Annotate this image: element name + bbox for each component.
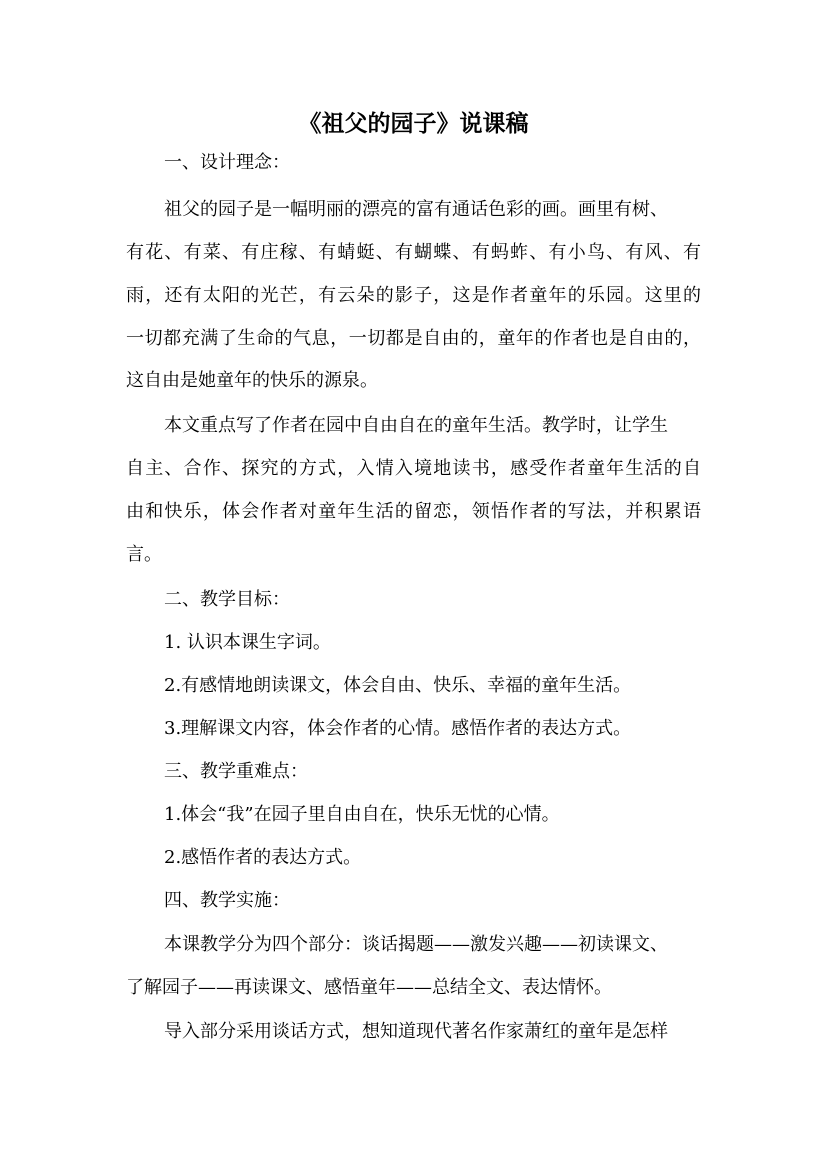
list-item: 1.体会“我”在园子里自由自在，快乐无忧的心情。 xyxy=(164,804,560,825)
section-heading-implementation: 四、教学实施： xyxy=(164,890,290,911)
paragraph-line: 由和快乐，体会作者对童年生活的留恋，领悟作者的写法，并积累语 xyxy=(126,501,701,522)
paragraph-line: 自主、合作、探究的方式，入情入境地读书，感受作者童年生活的自 xyxy=(126,458,701,479)
paragraph-line: 这自由是她童年的快乐的源泉。 xyxy=(126,370,378,391)
section-heading-teaching-goals: 二、教学目标： xyxy=(164,589,290,610)
paragraph-line: 本文重点写了作者在园中自由自在的童年生活。教学时，让学生 xyxy=(164,415,668,436)
paragraph-line: 有花、有菜、有庄稼、有蜻蜓、有蝴蝶、有蚂蚱、有小鸟、有风、有 xyxy=(126,242,701,263)
list-item: 1. 认识本课生字词。 xyxy=(164,632,331,653)
list-item: 3.理解课文内容，体会作者的心情。感悟作者的表达方式。 xyxy=(164,718,632,739)
list-item: 2.有感情地朗读课文，体会自由、快乐、幸福的童年生活。 xyxy=(164,675,632,696)
paragraph-line: 雨，还有太阳的光芒，有云朵的影子，这是作者童年的乐园。这里的 xyxy=(126,285,701,306)
paragraph-line: 了解园子——再读课文、感悟童年——总结全文、表达情怀。 xyxy=(126,977,612,998)
document-title: 《祖父的园子》说课稿 xyxy=(298,110,529,137)
paragraph-line: 祖父的园子是一幅明丽的漂亮的富有通话色彩的画。画里有树、 xyxy=(164,199,668,220)
paragraph-line: 言。 xyxy=(126,544,162,565)
section-heading-design-concept: 一、设计理念： xyxy=(164,152,290,173)
list-item: 2.感悟作者的表达方式。 xyxy=(164,847,362,868)
section-heading-key-points: 三、教学重难点： xyxy=(164,761,308,782)
paragraph-line: 导入部分采用谈话方式，想知道现代著名作家萧红的童年是怎样 xyxy=(164,1021,668,1042)
paragraph-line: 本课教学分为四个部分：谈话揭题——激发兴趣——初读课文、 xyxy=(164,934,668,955)
paragraph-line: 一切都充满了生命的气息，一切都是自由的，童年的作者也是自由的， xyxy=(126,328,701,349)
